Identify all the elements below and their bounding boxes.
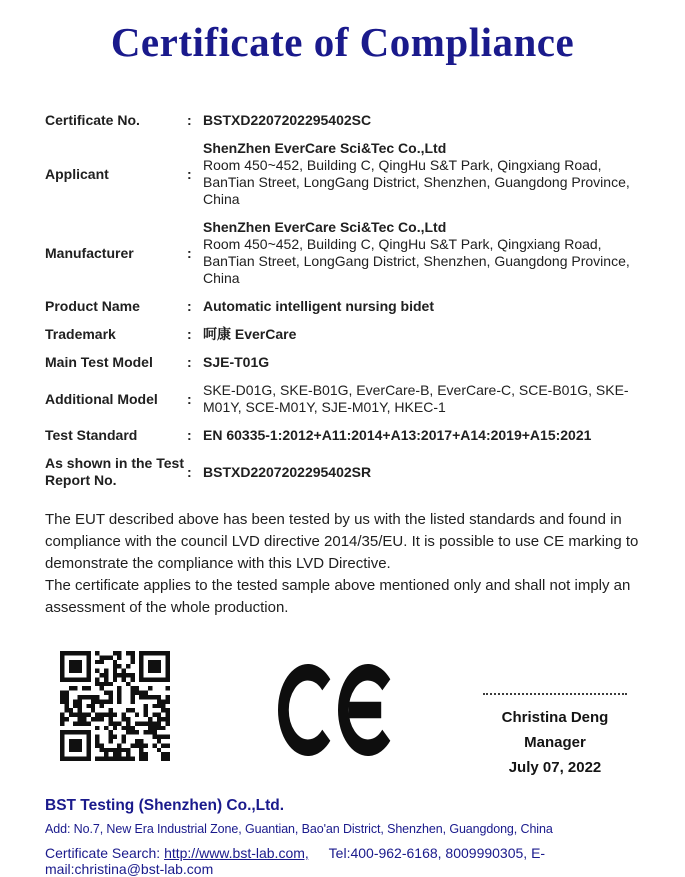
field-label: Product Name [45, 298, 140, 314]
additional-model-value: SKE-D01G, SKE-B01G, EverCare-B, EverCare-C, SCE-B01G, SKE-M01Y, SCE-M01Y, SJE-M01Y, HKEC-1 [203, 382, 629, 415]
field-colon: : [187, 427, 192, 443]
manufacturer-value [203, 219, 640, 287]
signatory-title: Manager [524, 734, 586, 751]
field-label: Trademark [45, 326, 116, 342]
manufacturer-address: Room 450~452, Building C, QingHu S&T Park, Qingxiang Road, BanTian Street, LongGang District, Shenzhen, Guangdong Province, China [203, 236, 630, 286]
compliance-statement-paragraph-1: The EUT described above has been tested by us with the listed standards and found in compliance with the council LVD directive 2014/35/EU. It is possible to use CE marking to demonstrate the compliance with this LVD Directive. [45, 511, 639, 572]
field-colon: : [187, 165, 192, 182]
field-label: As shown in the Test Report No. [45, 455, 184, 488]
ce-mark-icon [278, 664, 395, 761]
manufacturer-company: ShenZhen EverCare Sci&Tec Co.,Ltd [203, 219, 447, 235]
applicant-address: Room 450~452, Building C, QingHu S&T Park, Qingxiang Road, BanTian Street, LongGang District, Shenzhen, Guangdong Province, China [203, 157, 630, 207]
field-label: Certificate No. [45, 112, 140, 128]
field-colon: : [187, 112, 192, 128]
field-row-trademark [45, 326, 640, 343]
issuer-address: Add: No.7, New Era Industrial Zone, Guantian, Bao'an District, Shenzhen, Guangdong, China [45, 822, 553, 836]
field-colon: : [187, 390, 192, 407]
issuer-contact-info: Tel:400-962-6168, 8009990305, E-mail:christina@bst-lab.com [45, 845, 546, 877]
field-colon: : [187, 354, 192, 370]
field-colon: : [187, 463, 192, 480]
main-test-model-value: SJE-T01G [203, 354, 270, 370]
field-colon: : [187, 244, 192, 261]
compliance-statement [45, 509, 640, 619]
applicant-company: ShenZhen EverCare Sci&Tec Co.,Ltd [203, 140, 447, 156]
field-row-test-report-no [45, 455, 640, 489]
field-colon: : [187, 298, 192, 314]
field-row-certificate-no [45, 112, 640, 129]
field-row-test-standard [45, 427, 640, 444]
issuer-footer [45, 797, 640, 877]
field-row-manufacturer [45, 219, 640, 287]
field-row-additional-model [45, 382, 640, 416]
product-name-value: Automatic intelligent nursing bidet [203, 298, 434, 314]
field-label: Test Standard [45, 427, 138, 443]
marks-and-signature-section [45, 633, 640, 795]
compliance-statement-paragraph-2: The certificate applies to the tested sample above mentioned only and shall not imply an assessment of the whole production. [45, 577, 631, 616]
field-label: Applicant [45, 165, 109, 182]
signature-dotted-line [483, 683, 627, 695]
certificate-search-link[interactable]: http://www.bst-lab.com, [164, 845, 309, 861]
test-standard-value: EN 60335-1:2012+A11:2014+A13:2017+A14:2019+A15:2021 [203, 427, 592, 443]
certificate-fields [45, 112, 640, 489]
certificate-title: Certificate of Compliance [110, 19, 575, 65]
field-row-main-test-model [45, 354, 640, 371]
certificate-search-label: Certificate Search: [45, 845, 161, 861]
field-label: Manufacturer [45, 244, 134, 261]
qr-code-icon [60, 651, 170, 761]
certificate-number-value: BSTXD2207202295402SC [203, 112, 372, 128]
field-row-product-name [45, 298, 640, 315]
signature-block [473, 683, 637, 780]
certificate-search-line [45, 845, 640, 877]
field-colon: : [187, 326, 192, 342]
signatory-name: Christina Deng [501, 709, 609, 726]
test-report-number-value: BSTXD2207202295402SR [203, 463, 372, 480]
field-label: Main Test Model [45, 354, 153, 370]
issuer-company-name: BST Testing (Shenzhen) Co.,Ltd. [45, 797, 285, 814]
issue-date: July 07, 2022 [508, 759, 602, 776]
applicant-value [203, 140, 640, 208]
trademark-value: 呵康 EverCare [203, 326, 297, 342]
field-row-applicant [45, 140, 640, 208]
field-label: Additional Model [45, 390, 158, 407]
